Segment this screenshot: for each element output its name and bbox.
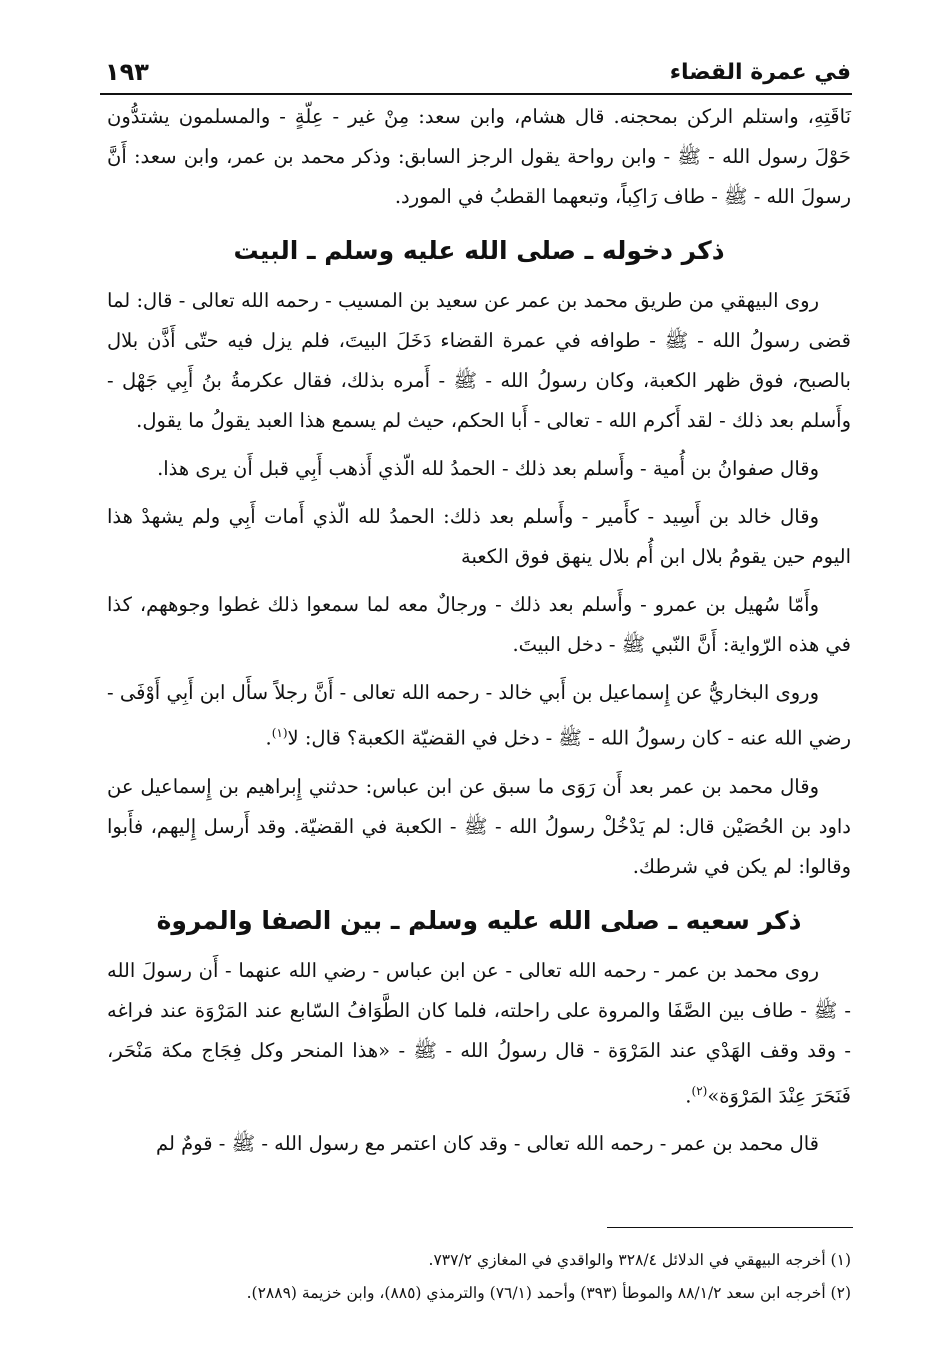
header-rule [100,93,852,95]
section-heading-sai: ذكر سعيه ـ صلى الله عليه وسلم ـ بين الصفا والمروة [156,905,802,935]
footnote-ref-1: (١) [271,726,288,740]
paragraph-2: روى البيهقي من طريق محمد بن عمر عن سعيد بن المسيب - رحمه الله تعالى - قال: لما قضى رسولُ الله - ﷺ - طوافه في عمرة القضاء دَخَلَ البيتَ، فلم يزل فيه حتّى أَذَّن بلال بالصبح، فوق ظهر الكعبة، وكان رسولُ الله - ﷺ - أَمره بذلك، فقال عكرمةُ بنُ أَبِي جَهْل - وأَسلم بعد ذلك - لقد أَكرم الله - تعالى - أَبا الحكم، حيث لم يسمع هذا العبد يقولُ ما يقول. [107,289,851,432]
paragraph-8-end: . [685,1084,692,1107]
running-title: في عمرة القضاء [669,59,851,85]
footnote-ref-2: (٢) [691,1083,708,1098]
paragraph-3: وقال صفوانُ بن أُمية - وأَسلم بعد ذلك - الحمدُ لله الّذي أَذهب أَبِي قبل أَن يرى هذا. [157,457,819,480]
footnote-2: (٢) أخرجه ابن سعد ٨٨/١/٢ والموطأ (٣٩٣) وأحمد (٧٦/١) والترمذي (٨٨٥)، وابن خزيمة (٢٨٨٩). [246,1284,851,1302]
page-number: ١٩٣ [105,58,149,86]
paragraph-6-end: . [265,726,272,750]
paragraph-5: وأَمّا سُهيل بن عمرو - وأَسلم بعد ذلك - ورجالٌ معه لما سمعوا ذلك غطوا وجوههم، كذا في هذه الرّواية: أَنَّ النّبي ﷺ - دخل البيتَ. [107,593,851,656]
main-text [107,97,851,1172]
paragraph-8 [107,951,851,1125]
paragraph-7: وقال محمد بن عمر بعد أَن رَوَى ما سبق عن ابن عباس: حدثني إِبراهيم بن إِسماعيل عن داود بن الحُصَيْن قال: لم يَدْخُلْ رسولُ الله - ﷺ - الكعبة في القضيّة. وقد أَرسل إِليهم، فأَبوا وقالوا: لم يكن في شرطك. [107,774,851,878]
section-heading-entry: ذكر دخوله ـ صلى الله عليه وسلم ـ البيت [233,236,725,265]
footnotes [107,1244,851,1310]
footnote-rule [607,1227,853,1228]
paragraph-4: وقال خالد بن أَسِيد - كأَمير - وأَسلم بعد ذلك: الحمدُ لله الّذي أَمات أَبِي ولم يشهدْ هذا اليوم حين يقومُ بلال ابن أُم بلال ينهق فوق الكعبة [107,505,851,568]
footnote-1: (١) أخرجه البيهقي في الدلائل ٣٢٨/٤ والواقدي في المغازي ٧٣٧/٢. [428,1251,851,1269]
paragraph-6 [107,673,851,767]
paragraph-9: قال محمد بن عمر - رحمه الله تعالى - وقد كان اعتمر مع رسول الله - ﷺ - قومٌ لم [156,1132,819,1155]
running-header [105,50,851,94]
paragraph-6-text: وروى البخاريُّ عن إِسماعيل بن أَبي خالد - رحمه الله تعالى - أَنَّ رجلاً سأَل ابن أَبِي أَوْفَى - رضي الله عنه - كان رسولُ الله - ﷺ - دخل في القضيّة الكعبة؟ قال: لا [107,681,851,750]
paragraph-8-text: روى محمد بن عمر - رحمه الله تعالى - عن ابن عباس - رضي الله عنهما - أَن رسولَ الله - ﷺ - طاف بين الصَّفَا والمروة على راحلته، فلما كان الطَّوَافُ السّابع عند المَرْوَة عند فراغه - وقد وقف الهَدْي عند المَرْوَة - قال رسولُ الله - ﷺ - «هذا المنحر وكل فِجَاج مكة مَنْحَر، فَنَحَرَ عِنْدَ المَرْوَة» [107,958,851,1107]
paragraph-1: نَاقَتِهِ، واستلم الركن بمحجنه. قال هشام، وابن سعد: مِنْ غير - عِلّةٍ - والمسلمون يشتدُّون حَوْلَ رسول الله - ﷺ - وابن رواحة يقول الرجز السابق: وذكر محمد بن عمر، وابن سعد: أَنَّ رسولَ الله - ﷺ - طاف رَاكِباً، وتبعهما القطبُ في المورد. [107,105,851,208]
